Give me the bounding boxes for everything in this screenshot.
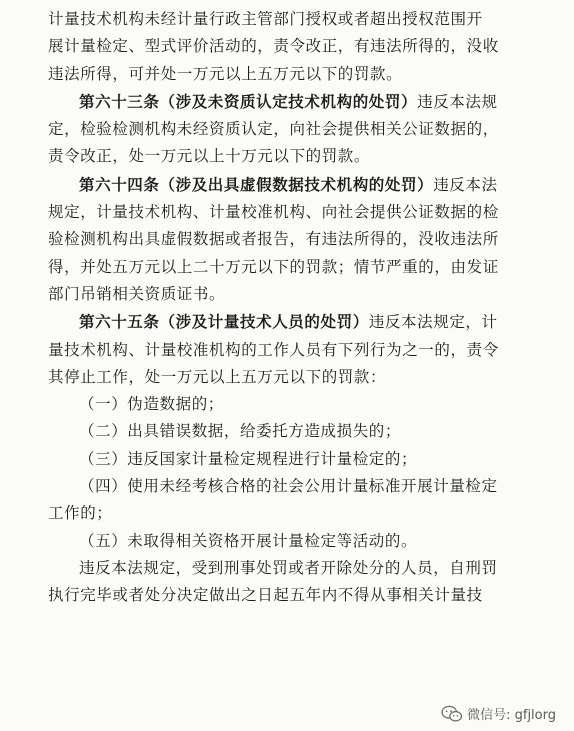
text-line: 验检测机构出具虚假数据或者报告，有违法所得的，没收违法所 — [48, 230, 499, 249]
watermark — [437, 702, 560, 725]
text-line: 定，检验检测机构未经资质认定，向社会提供相关公证数据的， — [48, 120, 499, 139]
text-line: 得，并处五万元以上二十万元以下的罚款；情节严重的，由发证 — [48, 257, 499, 276]
text-line: 违法所得，可并处一万元以上五万元以下的罚款。 — [48, 64, 403, 83]
list-item: （三）违反国家计量检定规程进行计量检定的； — [79, 449, 418, 468]
article-65-first-rest: 违反本法规定，计 — [368, 313, 498, 332]
list-item: （二）出具错误数据，给委托方造成损失的； — [79, 422, 402, 441]
wechat-icon — [441, 705, 463, 723]
text-line: 部门吊销相关资质证书。 — [48, 284, 226, 303]
list-item-continuation: 工作的； — [48, 504, 113, 523]
article-63-first-rest: 违反本法规 — [417, 92, 498, 111]
article-65-heading: 第六十五条（涉及计量技术人员的处罚） — [79, 312, 369, 332]
article-63-heading: 第六十三条（涉及未资质认定技术机构的处罚） — [79, 91, 418, 111]
text-line: 展计量检定、型式评价活动的，责令改正，有违法所得的，没收 — [48, 37, 499, 56]
article-64-first-line — [48, 171, 544, 199]
text-line: 责令改正，处一万元以上十万元以下的罚款。 — [48, 147, 371, 166]
article-63-first-line — [48, 88, 544, 116]
watermark-text: 微信号: gfjlorg — [467, 708, 556, 723]
text-line: 规定，计量技术机构、计量校准机构、向社会提供公证数据的检 — [48, 203, 499, 222]
list-item: （一）伪造数据的； — [79, 395, 224, 414]
text-line: 量技术机构、计量校准机构的工作人员有下列行为之一的，责令 — [48, 340, 499, 359]
text-line: 违反本法规定，受到刑事处罚或者开除处分的人员，自刑罚 — [79, 558, 498, 577]
text-line: 计量技术机构未经计量行政主管部门授权或者超出授权范围开 — [48, 10, 483, 28]
text-line: 执行完毕或者处分决定做出之日起五年内不得从事相关计量技 — [48, 586, 483, 605]
article-64-first-rest: 违反本法 — [433, 175, 498, 194]
article-65-first-line — [48, 308, 544, 336]
list-item: （五）未取得相关资格开展计量检定等活动的。 — [79, 531, 418, 550]
list-item: （四）使用未经考核合格的社会公用计量标准开展计量检定 — [79, 477, 498, 496]
article-64-heading: 第六十四条（涉及出具虚假数据技术机构的处罚） — [79, 174, 434, 194]
text-line: 其停止工作，处一万元以上五万元以下的罚款： — [48, 367, 387, 386]
